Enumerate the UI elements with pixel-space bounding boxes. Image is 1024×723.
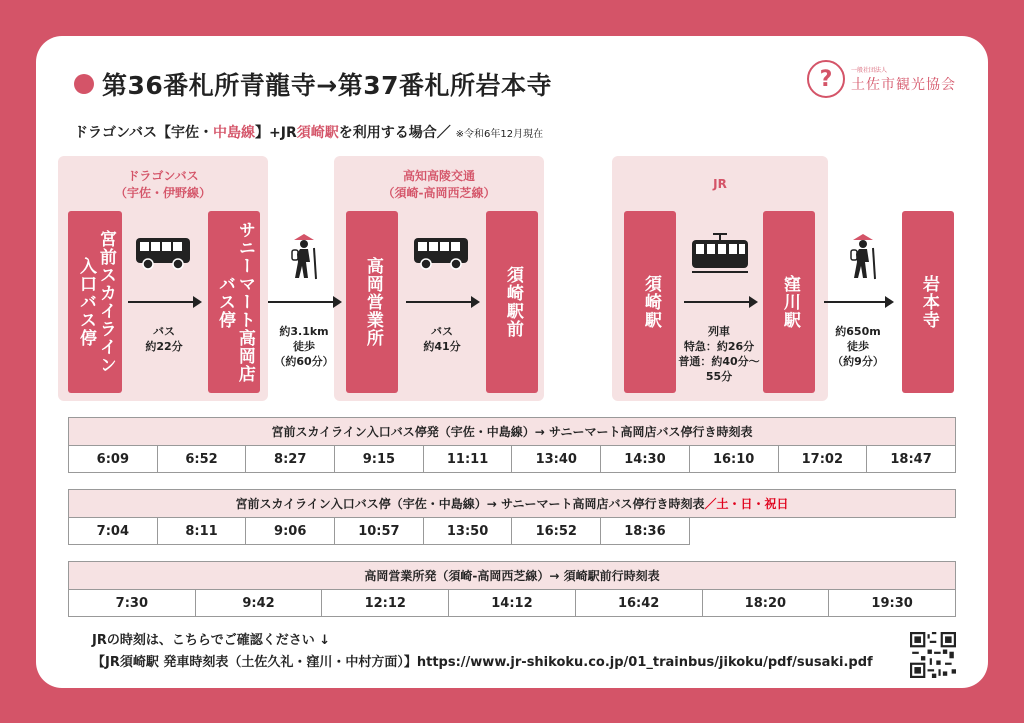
leg-label-line: 普通：約40分～ bbox=[678, 355, 760, 368]
direction-arrow bbox=[268, 301, 340, 303]
empty-cell bbox=[689, 518, 778, 545]
panel-title-line: （須崎-高岡西芝線） bbox=[382, 186, 496, 200]
stop-iwamotoji bbox=[902, 211, 954, 393]
time-cell: 13:50 bbox=[423, 518, 512, 545]
direction-arrow bbox=[128, 301, 200, 303]
bus-icon bbox=[413, 236, 469, 270]
panel-title bbox=[612, 176, 828, 193]
leg-label-line: 特急：約26分 bbox=[683, 340, 755, 353]
stop-sunnymart-takaoka bbox=[208, 211, 260, 393]
time-cell: 6:52 bbox=[157, 446, 246, 473]
stop-label: 須崎駅 bbox=[640, 275, 661, 329]
stop-label: サニーマート高岡店 bbox=[234, 221, 255, 383]
leg-label-line: 約3.1km bbox=[279, 325, 329, 338]
timetable-takaoka-susaki bbox=[68, 561, 956, 617]
leg-bus-22min bbox=[128, 324, 200, 354]
time-cell: 18:36 bbox=[601, 518, 690, 545]
title-bullet-icon bbox=[74, 74, 94, 94]
stop-label: 岩本寺 bbox=[918, 275, 939, 329]
timetable-title: 高岡営業所発（須崎-高岡西芝線）→ 須崎駅前行時刻表 bbox=[69, 562, 956, 590]
time-cell: 14:12 bbox=[449, 590, 576, 617]
subtitle-text: ドラゴンバス【宇佐・ bbox=[74, 125, 214, 141]
time-cell: 14:30 bbox=[601, 446, 690, 473]
time-cell: 7:04 bbox=[69, 518, 158, 545]
qr-code-icon[interactable] bbox=[910, 632, 956, 678]
panel-title bbox=[58, 168, 268, 202]
title-row bbox=[74, 66, 552, 102]
tosa-tourism-logo bbox=[807, 60, 956, 98]
stop-label: 須崎駅前 bbox=[502, 266, 523, 338]
leg-label-line: （約60分） bbox=[274, 355, 334, 368]
empty-cell bbox=[778, 518, 867, 545]
direction-arrow bbox=[684, 301, 756, 303]
pilgrim-walker-icon bbox=[845, 232, 881, 280]
time-cell: 11:11 bbox=[423, 446, 512, 473]
time-cell: 16:42 bbox=[575, 590, 702, 617]
main-card bbox=[36, 36, 988, 688]
route-subtitle bbox=[74, 122, 543, 142]
stop-label: 高岡営業所 bbox=[362, 257, 383, 347]
time-cell: 17:02 bbox=[778, 446, 867, 473]
timetable-holiday bbox=[68, 489, 956, 545]
time-cell: 16:52 bbox=[512, 518, 601, 545]
time-cell: 10:57 bbox=[335, 518, 424, 545]
leg-label-line: 55分 bbox=[705, 370, 733, 383]
empty-cell bbox=[867, 518, 956, 545]
holiday-label: ／土・日・祝日 bbox=[704, 497, 789, 511]
leg-bus-41min bbox=[406, 324, 478, 354]
leg-walk-3km bbox=[268, 324, 340, 369]
time-cell: 12:12 bbox=[322, 590, 449, 617]
logo-name: 土佐市観光協会 bbox=[851, 76, 956, 93]
leg-label-line: 約41分 bbox=[423, 340, 461, 353]
leg-train bbox=[666, 324, 772, 384]
stop-label: バス停 bbox=[215, 275, 235, 329]
time-cell: 8:27 bbox=[246, 446, 335, 473]
time-cell: 16:10 bbox=[689, 446, 778, 473]
time-cell: 7:30 bbox=[69, 590, 196, 617]
stop-miyamae-skyline bbox=[68, 211, 122, 393]
stop-label: 宮前スカイライン bbox=[95, 230, 116, 374]
leg-label-line: 列車 bbox=[708, 325, 730, 338]
pilgrim-walker-icon bbox=[286, 232, 322, 280]
date-note: ※令和6年12月現在 bbox=[455, 129, 544, 140]
direction-arrow bbox=[824, 301, 892, 303]
timetable-weekday bbox=[68, 417, 956, 473]
stop-label: 窪川駅 bbox=[779, 275, 800, 329]
stop-label: 入口バス停 bbox=[76, 257, 96, 347]
time-cell: 8:11 bbox=[157, 518, 246, 545]
leg-label-line: バス bbox=[153, 325, 175, 338]
timetable-title: 宮前スカイライン入口バス停発（宇佐・中島線）→ サニーマート高岡店バス停行き時刻表 bbox=[69, 418, 956, 446]
subtitle-text: を利用する場合／ bbox=[338, 125, 451, 141]
panel-title-line: 高知高陵交通 bbox=[402, 169, 475, 183]
time-cell: 13:40 bbox=[512, 446, 601, 473]
subtitle-text: 】+JR bbox=[255, 125, 297, 141]
time-cell: 6:09 bbox=[69, 446, 158, 473]
stop-susaki-ekimae bbox=[486, 211, 538, 393]
panel-title-line: JR bbox=[713, 177, 727, 191]
page-title: 第36番札所青龍寺→第37番札所岩本寺 bbox=[102, 71, 553, 100]
jr-timetable-note bbox=[92, 630, 873, 674]
jr-timetable-link[interactable]: 【JR須崎駅 発車時刻表（土佐久礼・窪川・中村方面）】https://www.jr-shikoku.co.jp/01_trainbus/jikoku/pdf/susaki.pdf bbox=[92, 655, 873, 670]
leg-label-line: 約22分 bbox=[145, 340, 183, 353]
leg-walk-650m bbox=[824, 324, 892, 369]
leg-label-line: 徒歩 bbox=[293, 340, 315, 353]
subtitle-highlight-line: 中島線 bbox=[213, 125, 256, 141]
logo-small-text: 一般社団法人 bbox=[851, 66, 888, 74]
time-cell: 18:20 bbox=[702, 590, 829, 617]
panel-title bbox=[334, 168, 544, 202]
train-icon bbox=[691, 232, 749, 274]
time-cell: 9:15 bbox=[335, 446, 424, 473]
direction-arrow bbox=[406, 301, 478, 303]
leg-label-line: 徒歩 bbox=[847, 340, 869, 353]
panel-title-line: （宇佐・伊野線） bbox=[114, 186, 211, 200]
time-cell: 9:42 bbox=[195, 590, 322, 617]
subtitle-highlight-station: 須崎駅 bbox=[296, 125, 339, 141]
timetable-title bbox=[69, 490, 956, 518]
leg-label-line: （約9分） bbox=[832, 355, 884, 368]
panel-title-line: ドラゴンバス bbox=[127, 169, 199, 183]
leg-label-line: 約650m bbox=[835, 325, 881, 338]
time-cell: 9:06 bbox=[246, 518, 335, 545]
leg-label-line: バス bbox=[431, 325, 453, 338]
footer-line: JRの時刻は、こちらでご確認ください ↓ bbox=[92, 633, 331, 648]
time-cell: 18:47 bbox=[867, 446, 956, 473]
stop-takaoka-office bbox=[346, 211, 398, 393]
bus-icon bbox=[135, 236, 191, 270]
time-cell: 19:30 bbox=[829, 590, 956, 617]
logo-mark-icon: ? bbox=[807, 60, 845, 98]
timetable-title-text: 宮前スカイライン入口バス停（宇佐・中島線）→ サニーマート高岡店バス停行き時刻表 bbox=[235, 497, 705, 511]
